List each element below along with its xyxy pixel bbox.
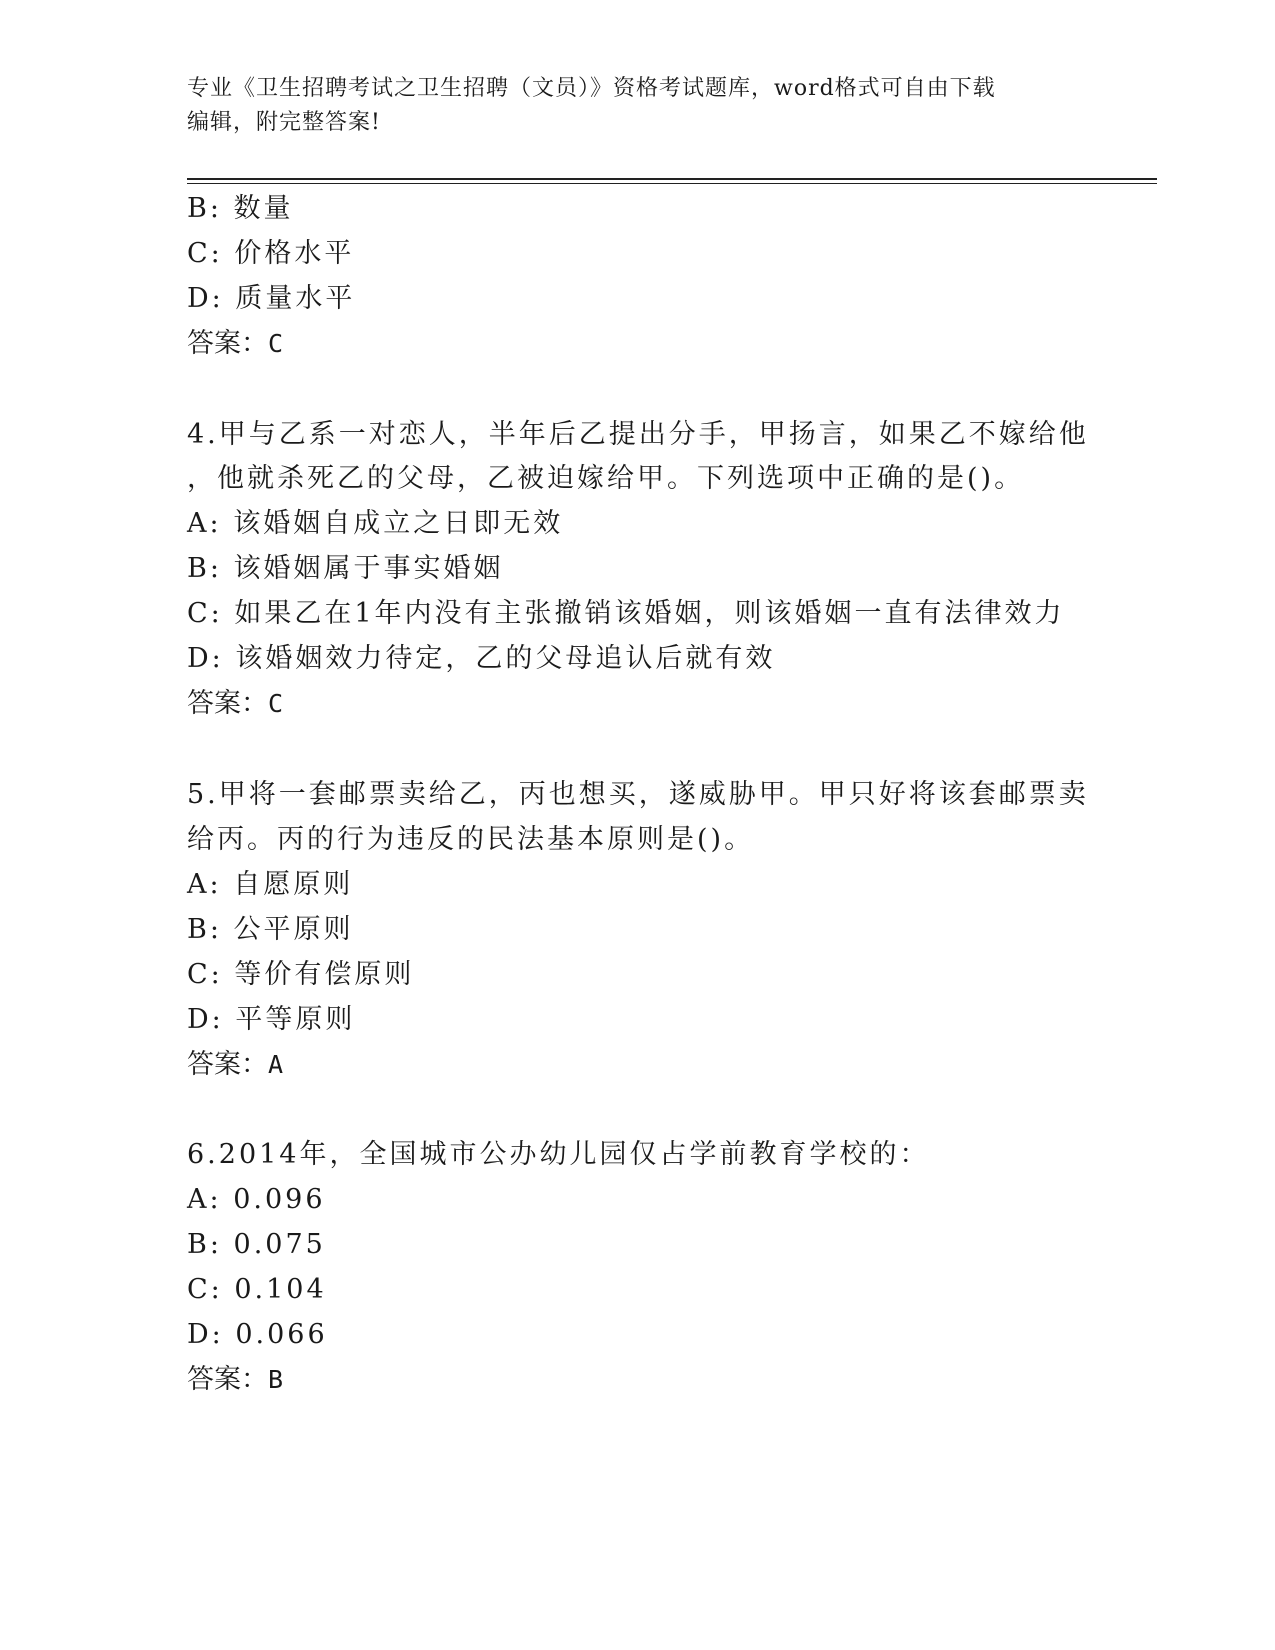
q4-option-c: C: 如果乙在1年内没有主张撤销该婚姻，则该婚姻一直有法律效力 xyxy=(187,598,1065,629)
q6-option-d: D: 0.066 xyxy=(187,1319,328,1350)
q3-answer: 答案：C xyxy=(187,328,284,359)
q3-option-b: B: 数量 xyxy=(187,193,294,224)
q6-option-c: C: 0.104 xyxy=(187,1274,327,1305)
q4-option-d: D: 该婚姻效力待定，乙的父母追认后就有效 xyxy=(187,643,776,674)
document-header xyxy=(187,72,1077,140)
q4-option-b: B: 该婚姻属于事实婚姻 xyxy=(187,553,504,584)
q3-option-d: D: 质量水平 xyxy=(187,283,356,314)
header-rule-thick xyxy=(187,178,1157,180)
q6-answer: 答案：B xyxy=(187,1364,284,1395)
q6-stem-line-1: 6.2014年，全国城市公办幼儿园仅占学前教育学校的： xyxy=(187,1139,930,1170)
q5-option-d: D: 平等原则 xyxy=(187,1004,356,1035)
q5-option-a: A: 自愿原则 xyxy=(187,869,354,900)
q5-stem-line-1: 5.甲将一套邮票卖给乙，丙也想买，遂威胁甲。甲只好将该套邮票卖 xyxy=(187,779,1089,810)
q4-answer: 答案：C xyxy=(187,688,284,719)
q3-option-c: C: 价格水平 xyxy=(187,238,355,269)
q4-stem-line-2: ，他就杀死乙的父母，乙被迫嫁给甲。下列选项中正确的是()。 xyxy=(187,463,1025,494)
q5-answer: 答案：A xyxy=(187,1049,284,1080)
q5-option-c: C: 等价有偿原则 xyxy=(187,959,415,990)
header-rule-thin xyxy=(187,183,1157,184)
q6-option-b: B: 0.075 xyxy=(187,1229,326,1260)
q5-stem-line-2: 给丙。丙的行为违反的民法基本原则是()。 xyxy=(187,824,755,855)
header-line-1: 专业《卫生招聘考试之卫生招聘（文员）》资格考试题库，word格式可自由下载 xyxy=(187,76,996,101)
q4-option-a: A: 该婚姻自成立之日即无效 xyxy=(187,508,564,539)
q5-option-b: B: 公平原则 xyxy=(187,914,354,945)
q4-stem-line-1: 4.甲与乙系一对恋人，半年后乙提出分手，甲扬言，如果乙不嫁给他 xyxy=(187,419,1089,450)
header-line-2: 编辑，附完整答案! xyxy=(187,110,381,135)
q6-option-a: A: 0.096 xyxy=(187,1184,326,1215)
